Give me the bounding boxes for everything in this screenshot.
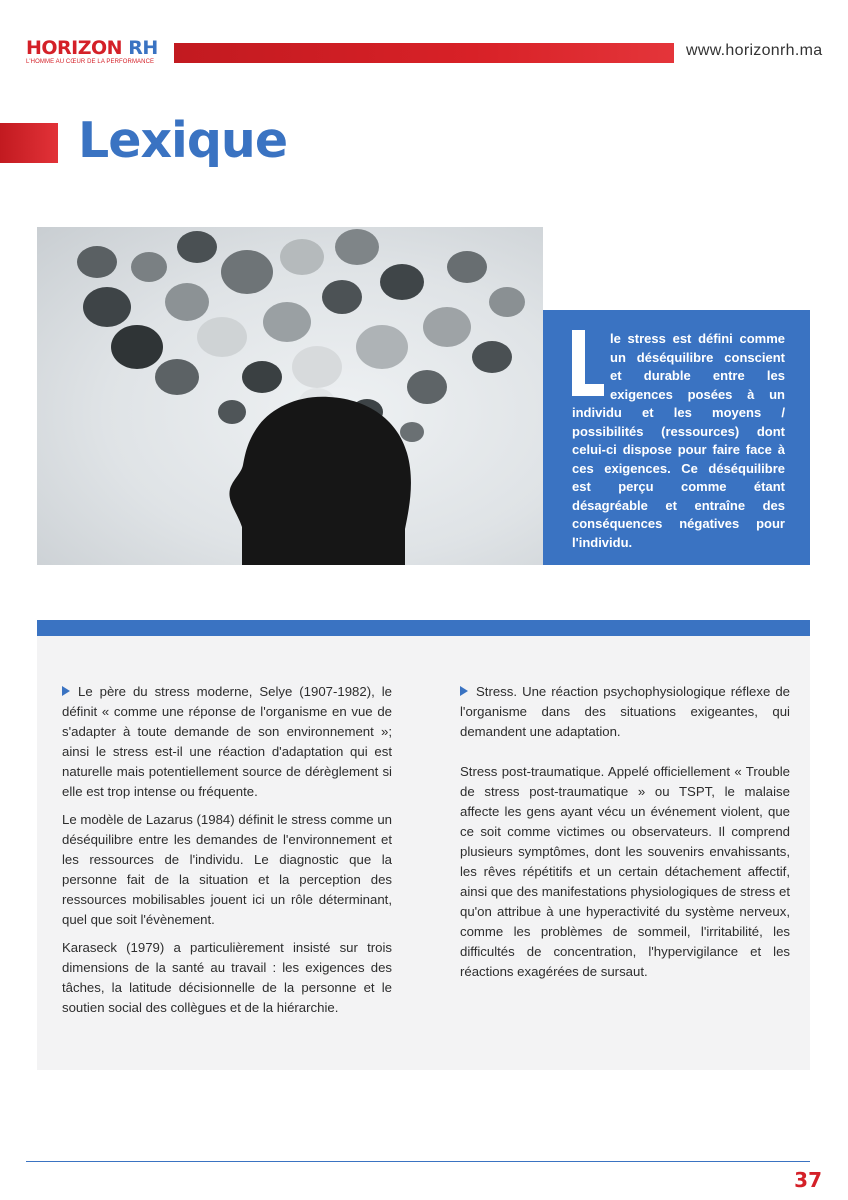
company-logo bbox=[26, 38, 166, 65]
section-bar bbox=[37, 620, 810, 636]
definition-box bbox=[543, 310, 810, 565]
logo-wordmark bbox=[26, 38, 166, 58]
stress-illustration bbox=[37, 227, 543, 565]
arrow-bullet-icon bbox=[62, 686, 70, 696]
page-number: 37 bbox=[794, 1168, 822, 1192]
paragraph-stress bbox=[460, 682, 790, 742]
page-title: Lexique bbox=[78, 112, 288, 169]
paragraph-ptsd: Stress post-traumatique. Appelé officiellement « Trouble de stress post-traumatique » ou TSPT, le malaise affecte les gens ayant vécu un événement violent, que ce soit comme victimes ou observateurs. Il comprend plusieurs symptômes, dont les souvenirs envahissants, les rêves répétitifs et un certain détachement affectif, ainsi que des manifestations physiologiques de stress et qu'on attribue à une hyperactivité du système nerveux, comme les problèmes de sommeil, l'irritabilité, les difficultés de concentration, l'hypervigilance et les réactions exagérées de sursaut. bbox=[460, 764, 790, 979]
crumpled-paper-head-image bbox=[37, 227, 543, 565]
website-url[interactable]: www.horizonrh.ma bbox=[686, 42, 823, 59]
paragraph-karaseck: Karaseck (1979) a particulièrement insisté sur trois dimensions de la santé au travail : les exigences des tâches, la latitude décisionnelle de la personne et le soutien social des collègues et de la hiérarchie. bbox=[62, 940, 392, 1015]
logo-rh: RH bbox=[128, 37, 158, 59]
logo-horizon: HORIZON bbox=[26, 37, 123, 59]
left-column bbox=[62, 682, 392, 1026]
paragraph-selye bbox=[62, 682, 392, 802]
drop-cap-l-icon bbox=[572, 330, 604, 396]
title-accent-block bbox=[0, 123, 58, 163]
paragraph-lazarus: Le modèle de Lazarus (1984) définit le stress comme un déséquilibre entre les demandes de l'environnement et les ressources de l'individu. Le diagnostic que la personne fait de la situation et la perception des ressources mobilisables jouent ici un rôle déterminant, quel que soit l'évènement. bbox=[62, 812, 392, 927]
head-silhouette bbox=[229, 397, 410, 565]
arrow-bullet-icon bbox=[460, 686, 468, 696]
right-column bbox=[460, 682, 790, 990]
logo-tagline: L'HOMME AU CŒUR DE LA PERFORMANCE bbox=[26, 59, 155, 65]
definition-text: le stress est défini comme un déséquilibre conscient et durable entre les exigences posées à un individu et les moyens / possibilités (ressources) dont celui-ci dispose pour faire face à ces exigences. Ce déséquilibre est perçu comme étant désagréable et entraîne des conséquences négatives pour l'individu. bbox=[572, 331, 785, 550]
header-bar bbox=[174, 43, 674, 63]
footer-line bbox=[26, 1161, 810, 1162]
paragraph-stress-text: Stress. Une réaction psychophysiologique réflexe de l'organisme dans des situations exigeantes, qui demandent une adaptation. bbox=[460, 684, 790, 739]
paragraph-selye-text: Le père du stress moderne, Selye (1907-1982), le définit « comme une réponse de l'organisme en vue de s'adapter à toute demande de son environnement »; ainsi le stress est-il une réaction d'adaptation qui est naturelle mais potentiellement source de dérèglement si elle est trop intense ou fréquente. bbox=[62, 684, 392, 799]
